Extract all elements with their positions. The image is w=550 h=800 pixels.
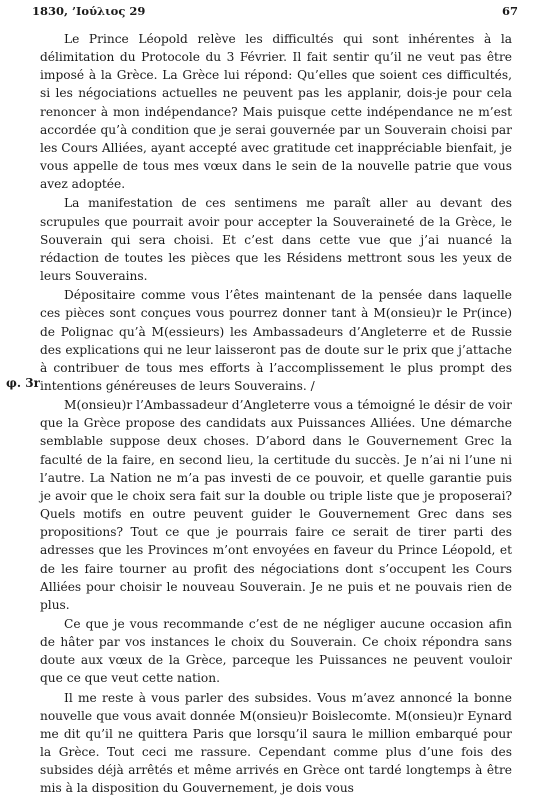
page-number: 67 (501, 4, 518, 18)
paragraph: Ce que je vous recommande c’est de ne négliger aucune occasion afin de hâter par vos instances le choix du Souverain. Ce choix répondra sans doute aux vœux de la Grèce, parceque les Puissances ne peuvent vouloir que ce que veut cette nation. (40, 617, 512, 686)
folio-margin-note: φ. 3r (6, 376, 40, 390)
header-date: 1830, ’Ιούλιος 29 (32, 4, 146, 18)
paragraph: Dépositaire comme vous l’êtes maintenant de la pensée dans laquelle ces pièces sont conçues vous pourrez donner tant à M(onsieu)r le Pr(ince) de Polignac qu’à M(essieurs) les Ambassadeurs d’Angleterre et de Russie des explications qui ne leur laisseront pas de doute sur le prix que j’attache à contribuer de tous mes efforts à l’accomplissement le plus prompt des intentions généreuses de leurs Souverains. / (40, 288, 512, 393)
paragraph: M(onsieu)r l’Ambassadeur d’Angleterre vous a témoigné le désir de voir que la Grèce propose des candidats aux Puissances Alliées. Une démarche semblable suppose deux choses. D’abord dans le Gouvernement Grec la faculté de la faire, en second lieu, la certitude du succès. Je n’ai ni l’une ni l’autre. La Nation ne m’a pas investi de ce pouvoir, et quelle garantie puis je avoir que le choix sera fait sur la double ou triple liste que je proposerai? Quels motifs en outre peuvent guider le Gouvernement Grec dans ses propositions? Tout ce que je pourrais faire ce serait de tirer parti des adresses que les Provinces m’ont envoyées en faveur du Prince Léopold, et de les faire tourner au profit des négociations dont s’occupent les Cours Alliées pour choisir le nouveau Souverain. Je ne puis et ne pouvais rien de plus. (40, 398, 512, 612)
paragraph: Le Prince Léopold relève les difficultés qui sont inhérentes à la délimitation du Protocole du 3 Février. Il fait sentir qu’il ne veut pas être imposé à la Grèce. La Grèce lui répond: Qu’elles que soient ces difficultés, si les négociations actuelles ne peuvent pas les applanir, dois-je pour cela renoncer à mon indépendance? Mais puisque cette indépendance ne m’est accordée qu’à condition que je serai gouvernée par un Souverain choisi par les Cours Alliées, ayant accepté avec gratitude cet inappréciable bienfait, je vous appelle de tous mes vœux dans le sein de la nouvelle patrie que vous avez adoptée. (40, 32, 512, 192)
paragraph: Il me reste à vous parler des subsides. Vous m’avez annoncé la bonne nouvelle que vous avait donnée M(onsieu)r Boislecomte. M(onsieu)r Eynard me dit qu’il ne quittera Paris que lorsqu’il saura le million embarqué pour la Grèce. Tout ceci me rassure. Cependant comme plus d’une fois des subsides déjà arrêtés et même arrivés en Grèce ont tardé longtemps à être mis à la disposition du Gouvernement, je dois vous (40, 690, 512, 796)
document-body (40, 30, 512, 799)
paragraph: La manifestation de ces sentimens me paraît aller au devant des scrupules que pourrait avoir pour accepter la Souveraineté de la Grèce, le Souverain qui sera choisi. Et c’est dans cette vue que j’ai nuancé la rédaction de toutes les pièces que les Résidens mettront sous les yeux de leurs Souverains. (40, 196, 512, 284)
running-header (24, 4, 526, 22)
